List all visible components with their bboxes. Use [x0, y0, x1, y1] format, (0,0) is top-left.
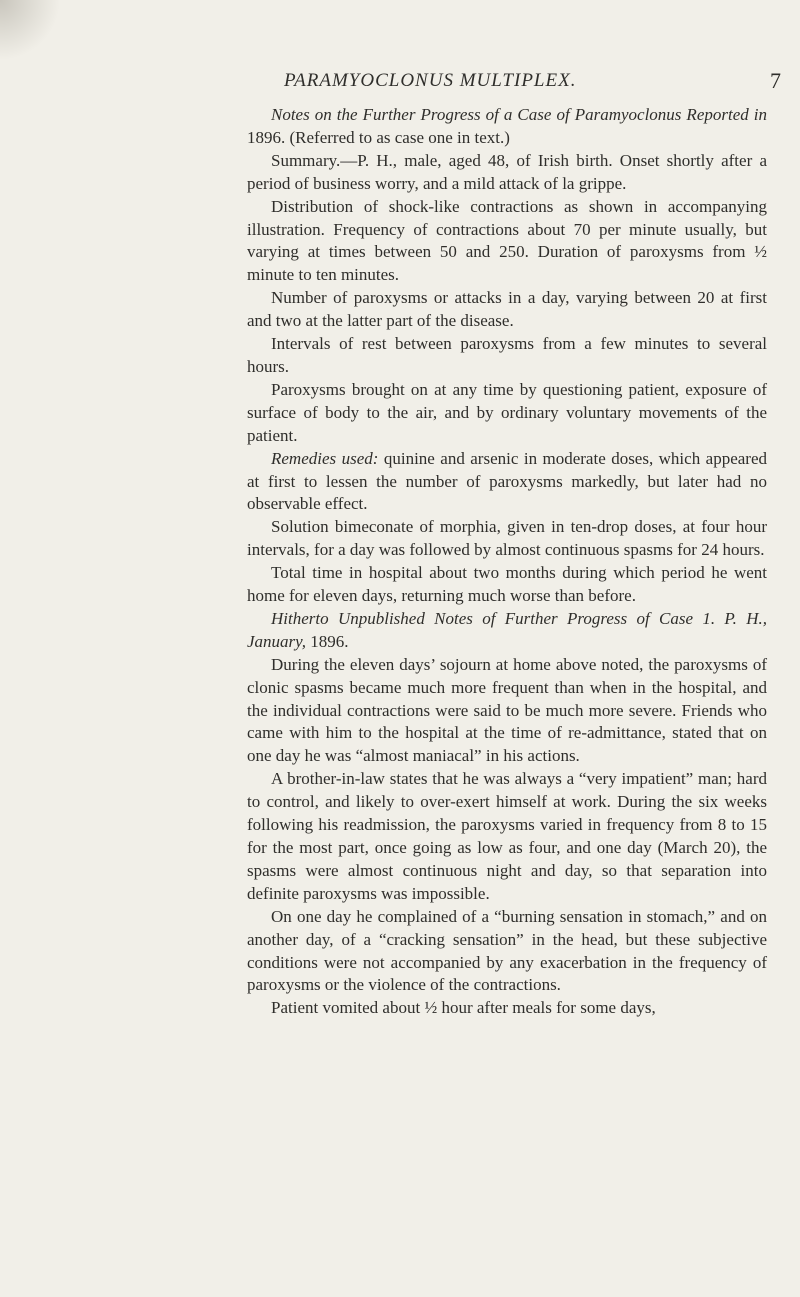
paragraph [247, 287, 767, 333]
page-corner-shadow [0, 0, 60, 60]
paragraph-text: On one day he complained of a “burning sensation in stomach,” and on another day, of a “cracking sensation” in the head, but these subjective conditions were not accompanied by any exacerbation in the frequency of paroxysms or the violence of the contractions. [247, 906, 767, 995]
paragraph-italic-lead: Remedies used: [271, 448, 379, 468]
paragraph [247, 562, 767, 608]
paragraph [247, 196, 767, 288]
paragraph [247, 768, 767, 905]
paragraph-text: 1896. [306, 631, 349, 651]
paragraph [247, 104, 767, 150]
paragraph-text: Number of paroxysms or attacks in a day, varying between 20 at first and two at the latter part of the disease. [247, 288, 767, 331]
page-number: 7 [770, 68, 781, 93]
paragraph [247, 608, 767, 654]
paragraph [247, 906, 767, 998]
paragraph-text: During the eleven days’ sojourn at home above noted, the paroxysms of clonic spasms became much more frequent than when in the hospital, and the individual contractions were said to be much more severe. Friends who came with him to the hospital at the time of re-admittance, stated that on one day he was “almost maniacal” in his actions. [247, 654, 767, 766]
paragraph-text: Total time in hospital about two months during which period he went home for eleven days, returning much worse than before. [247, 563, 767, 606]
body-text [247, 104, 767, 1020]
paragraph [247, 150, 767, 196]
paragraph-text: A brother-in-law states that he was always a “very impatient” man; hard to control, and likely to over-exert himself at work. During the six weeks following his readmission, the paroxysms varied in frequency from 8 to 15 for the most part, once going as low as four, and one day (March 20), the spasms were almost continuous night and day, so that separation into definite paroxysms was impossible. [247, 769, 767, 903]
paragraph-italic-lead: Hitherto Unpublished Notes of Further Progress of Case 1. P. H., January, [247, 608, 767, 651]
paragraph-text: Paroxysms brought on at any time by questioning patient, exposure of surface of body to the air, and by ordinary voluntary movements of the patient. [247, 379, 767, 445]
paragraph [247, 654, 767, 769]
paragraph [247, 516, 767, 562]
paragraph-text: quinine and arsenic in moderate doses, which appeared at first to lessen the number of paroxysms markedly, but later had no observable effect. [247, 448, 767, 514]
paragraph-text: Patient vomited about ½ hour after meals for some days, [271, 998, 656, 1018]
paragraph-text: Solution bimeconate of morphia, given in ten-drop doses, at four hour intervals, for a day was followed by almost continuous spasms for 24 hours. [247, 517, 767, 560]
paragraph [247, 379, 767, 448]
running-title: PARAMYOCLONUS MULTIPLEX. [284, 70, 577, 91]
paragraph-text: Intervals of rest between paroxysms from a few minutes to several hours. [247, 334, 767, 376]
paragraph-italic-lead: Notes on the Further Progress of a Case of Paramyoclonus Reported in [271, 105, 767, 124]
paragraph-text: Distribution of shock-like contractions as shown in accompanying illustration. Frequency of contractions about 70 per minute usually, but varying at times between 50 and 250. Duration of paroxysms from ½ minute to ten minutes. [247, 196, 767, 285]
paragraph [247, 997, 767, 1020]
paragraph-text: Summary.—P. H., male, aged 48, of Irish birth. Onset shortly after a period of business worry, and a mild attack of la grippe. [247, 150, 767, 193]
paragraph [247, 448, 767, 517]
paragraph [247, 333, 767, 379]
paragraph-text: 1896. (Referred to as case one in text.) [247, 127, 510, 147]
